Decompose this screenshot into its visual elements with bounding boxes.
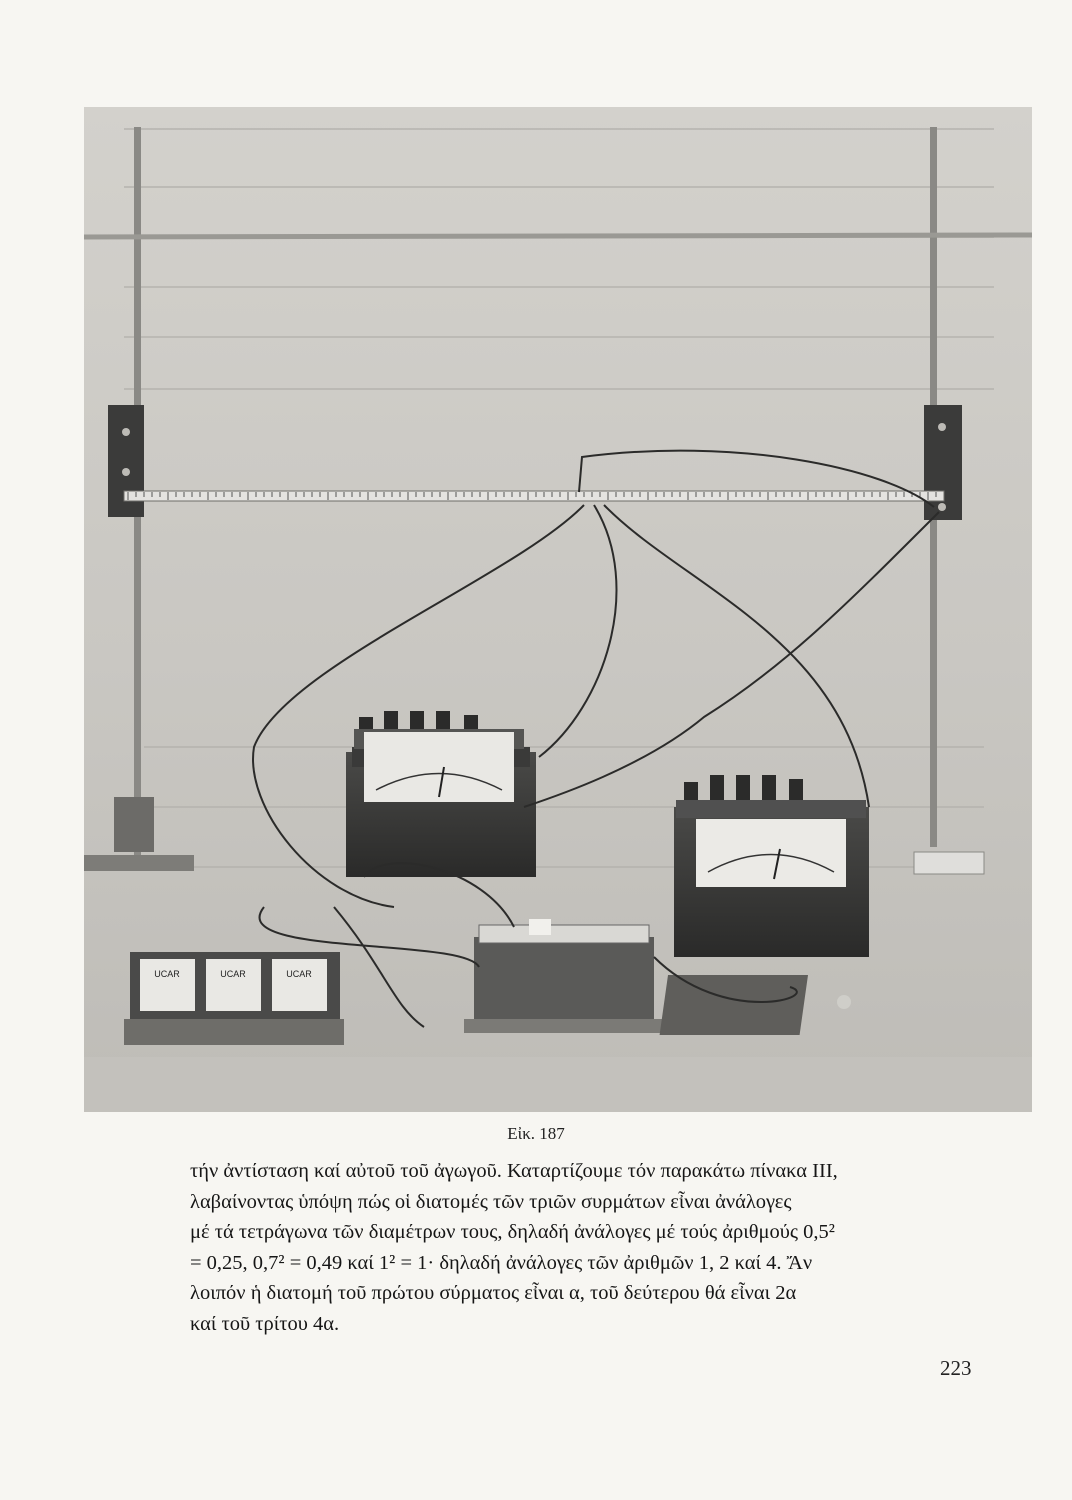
battery-pack <box>124 952 344 1045</box>
body-line: λαβαίνοντας ὑπόψη πώς οἱ διατομές τῶν τριῶν συρμάτων εἶναι ἀνάλογες <box>190 1190 792 1213</box>
battery-label: UCAR <box>286 969 312 979</box>
experiment-photo <box>84 107 1032 1112</box>
page-number: 223 <box>940 1356 972 1380</box>
wire-scale <box>124 491 944 501</box>
body-line: μέ τά τετράγωνα τῶν διαμέτρων τους, δηλαδή ἀνάλογες μέ τούς ἀριθμούς 0,5² <box>190 1221 835 1243</box>
meter-right <box>674 775 869 957</box>
body-line: λοιπόν ἡ διατομή τοῦ πρώτου σύρματος εἶναι α, τοῦ δεύτερου θά εἶναι 2α <box>190 1282 797 1304</box>
battery-label: UCAR <box>154 969 180 979</box>
body-line: καί τοῦ τρίτου 4α. <box>190 1312 340 1335</box>
body-line: τήν ἀντίσταση καί αὐτοῦ τοῦ ἀγωγοῦ. Καταρτίζουμε τόν παρακάτω πίνακα ΙΙΙ, <box>190 1160 838 1182</box>
meter-left <box>346 711 536 877</box>
battery-label: UCAR <box>220 969 246 979</box>
figure-caption: Εἰκ. 187 <box>507 1124 565 1143</box>
top-rod <box>84 235 1032 237</box>
body-paragraph <box>190 1156 970 1339</box>
body-line: = 0,25, 0,7² = 0,49 καί 1² = 1· δηλαδή ἀνάλογες τῶν ἀριθμῶν 1, 2 καί 4. Ἄν <box>190 1251 813 1274</box>
rheostat <box>464 919 674 1033</box>
